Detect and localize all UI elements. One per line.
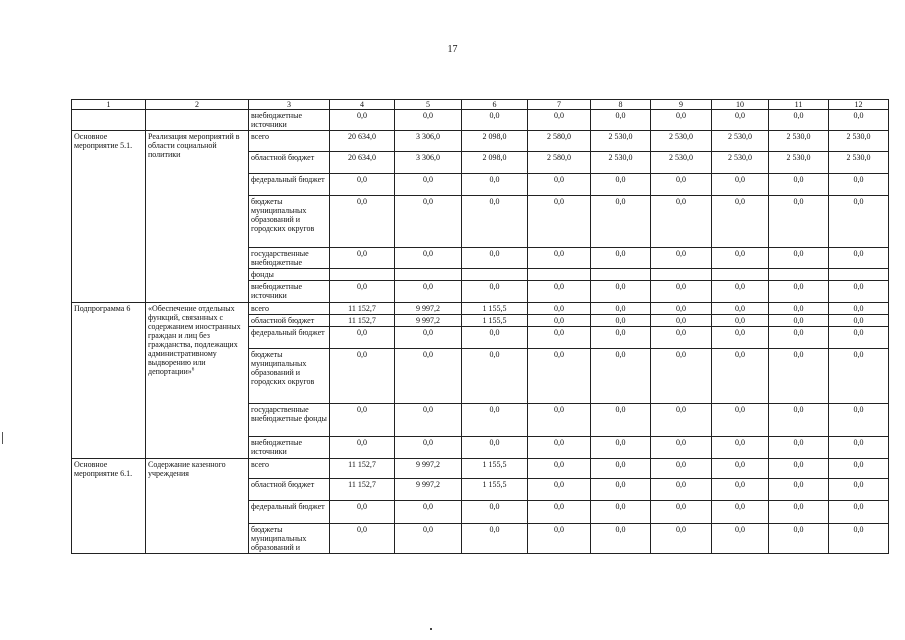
amount-cell: 2 530,0 bbox=[769, 152, 829, 174]
amount-cell: 0,0 bbox=[651, 174, 712, 196]
amount-cell: 0,0 bbox=[829, 174, 889, 196]
program-title: Реализация мероприятий в области социальной политики bbox=[148, 132, 240, 159]
amount-cell: 2 098,0 bbox=[462, 131, 528, 152]
funding-source-cell: бюджеты муниципальных образований и городских округов bbox=[249, 349, 330, 404]
table-row bbox=[72, 303, 889, 315]
amount-cell: 1 155,5 bbox=[462, 479, 528, 501]
program-name-cell: Основное мероприятие 5.1. bbox=[72, 131, 146, 303]
amount-cell: 0,0 bbox=[330, 110, 395, 131]
amount-cell bbox=[462, 269, 528, 281]
amount-cell: 9 997,2 bbox=[395, 303, 462, 315]
amount-cell: 0,0 bbox=[528, 404, 591, 437]
column-number: 6 bbox=[462, 100, 528, 110]
amount-cell: 0,0 bbox=[829, 479, 889, 501]
amount-cell: 9 997,2 bbox=[395, 315, 462, 327]
amount-cell: 0,0 bbox=[829, 404, 889, 437]
amount-cell bbox=[712, 269, 769, 281]
amount-cell: 0,0 bbox=[462, 524, 528, 554]
funding-source-cell: всего bbox=[249, 303, 330, 315]
amount-cell: 11 152,7 bbox=[330, 303, 395, 315]
amount-cell: 0,0 bbox=[591, 524, 651, 554]
amount-cell: 0,0 bbox=[528, 248, 591, 269]
amount-cell: 0,0 bbox=[769, 349, 829, 404]
column-number: 11 bbox=[769, 100, 829, 110]
amount-cell: 0,0 bbox=[330, 327, 395, 349]
amount-cell: 0,0 bbox=[769, 501, 829, 524]
amount-cell: 1 155,5 bbox=[462, 315, 528, 327]
amount-cell: 0,0 bbox=[330, 174, 395, 196]
column-number: 4 bbox=[330, 100, 395, 110]
amount-cell: 0,0 bbox=[712, 110, 769, 131]
amount-cell: 0,0 bbox=[591, 281, 651, 303]
amount-cell: 0,0 bbox=[395, 501, 462, 524]
amount-cell: 0,0 bbox=[829, 110, 889, 131]
amount-cell: 2 530,0 bbox=[829, 152, 889, 174]
amount-cell: 0,0 bbox=[829, 303, 889, 315]
amount-cell: 0,0 bbox=[591, 404, 651, 437]
amount-cell: 0,0 bbox=[591, 196, 651, 248]
amount-cell: 0,0 bbox=[395, 404, 462, 437]
funding-source-cell: областной бюджет bbox=[249, 152, 330, 174]
amount-cell: 2 530,0 bbox=[712, 131, 769, 152]
amount-cell: 0,0 bbox=[591, 349, 651, 404]
amount-cell: 0,0 bbox=[330, 196, 395, 248]
amount-cell: 0,0 bbox=[528, 349, 591, 404]
amount-cell: 0,0 bbox=[769, 315, 829, 327]
table-row bbox=[72, 110, 889, 131]
amount-cell: 0,0 bbox=[462, 196, 528, 248]
scan-dot bbox=[430, 628, 432, 630]
amount-cell: 0,0 bbox=[462, 404, 528, 437]
amount-cell: 0,0 bbox=[829, 315, 889, 327]
amount-cell: 0,0 bbox=[829, 349, 889, 404]
amount-cell: 0,0 bbox=[651, 404, 712, 437]
amount-cell: 0,0 bbox=[591, 501, 651, 524]
amount-cell: 0,0 bbox=[651, 281, 712, 303]
funding-source-cell: фонды bbox=[249, 269, 330, 281]
amount-cell: 0,0 bbox=[769, 303, 829, 315]
amount-cell: 3 306,0 bbox=[395, 131, 462, 152]
table-row bbox=[72, 459, 889, 479]
amount-cell: 0,0 bbox=[829, 281, 889, 303]
margin-mark bbox=[2, 432, 3, 444]
amount-cell bbox=[528, 269, 591, 281]
amount-cell: 0,0 bbox=[712, 349, 769, 404]
column-number: 10 bbox=[712, 100, 769, 110]
column-number: 12 bbox=[829, 100, 889, 110]
amount-cell: 0,0 bbox=[462, 110, 528, 131]
amount-cell: 0,0 bbox=[712, 174, 769, 196]
program-name-cell: Основное мероприятие 6.1. bbox=[72, 459, 146, 554]
amount-cell: 0,0 bbox=[528, 315, 591, 327]
amount-cell: 0,0 bbox=[528, 303, 591, 315]
amount-cell: 0,0 bbox=[462, 327, 528, 349]
amount-cell: 0,0 bbox=[712, 524, 769, 554]
amount-cell: 0,0 bbox=[651, 196, 712, 248]
column-number-row bbox=[72, 100, 889, 110]
amount-cell: 0,0 bbox=[395, 174, 462, 196]
amount-cell: 0,0 bbox=[591, 315, 651, 327]
amount-cell: 0,0 bbox=[769, 281, 829, 303]
table-row bbox=[72, 131, 889, 152]
amount-cell: 0,0 bbox=[330, 248, 395, 269]
amount-cell: 20 634,0 bbox=[330, 152, 395, 174]
program-title: Содержание казенного учреждения bbox=[148, 460, 226, 478]
amount-cell: 0,0 bbox=[591, 437, 651, 459]
amount-cell: 0,0 bbox=[395, 327, 462, 349]
amount-cell bbox=[651, 269, 712, 281]
amount-cell: 0,0 bbox=[330, 349, 395, 404]
amount-cell: 2 580,0 bbox=[528, 152, 591, 174]
funding-source-cell: бюджеты муниципальных образований и bbox=[249, 524, 330, 554]
amount-cell: 0,0 bbox=[829, 327, 889, 349]
amount-cell: 0,0 bbox=[528, 281, 591, 303]
amount-cell: 1 155,5 bbox=[462, 459, 528, 479]
funding-source-cell: федеральный бюджет bbox=[249, 501, 330, 524]
amount-cell: 0,0 bbox=[330, 281, 395, 303]
program-name-cell: Подпрограмма 6 bbox=[72, 303, 146, 459]
amount-cell: 11 152,7 bbox=[330, 479, 395, 501]
amount-cell bbox=[395, 269, 462, 281]
amount-cell: 0,0 bbox=[769, 437, 829, 459]
amount-cell bbox=[330, 269, 395, 281]
page-number: 17 bbox=[447, 44, 458, 55]
amount-cell: 0,0 bbox=[769, 174, 829, 196]
amount-cell: 0,0 bbox=[829, 248, 889, 269]
amount-cell: 0,0 bbox=[395, 281, 462, 303]
amount-cell: 11 152,7 bbox=[330, 459, 395, 479]
amount-cell: 9 997,2 bbox=[395, 459, 462, 479]
funding-source-cell: всего bbox=[249, 131, 330, 152]
amount-cell: 0,0 bbox=[712, 303, 769, 315]
amount-cell: 11 152,7 bbox=[330, 315, 395, 327]
amount-cell: 0,0 bbox=[712, 437, 769, 459]
program-title-cell bbox=[146, 131, 249, 303]
column-number: 9 bbox=[651, 100, 712, 110]
amount-cell: 0,0 bbox=[651, 437, 712, 459]
column-number: 1 bbox=[72, 100, 146, 110]
funding-source-cell: государственные внебюджетные bbox=[249, 248, 330, 269]
column-number: 7 bbox=[528, 100, 591, 110]
amount-cell: 0,0 bbox=[395, 437, 462, 459]
amount-cell: 2 530,0 bbox=[651, 152, 712, 174]
program-name-cell bbox=[72, 110, 146, 131]
amount-cell: 0,0 bbox=[769, 479, 829, 501]
amount-cell: 0,0 bbox=[712, 479, 769, 501]
amount-cell: 0,0 bbox=[591, 459, 651, 479]
amount-cell: 0,0 bbox=[769, 459, 829, 479]
amount-cell: 2 530,0 bbox=[829, 131, 889, 152]
amount-cell: 0,0 bbox=[651, 349, 712, 404]
amount-cell: 0,0 bbox=[591, 303, 651, 315]
amount-cell: 0,0 bbox=[769, 327, 829, 349]
amount-cell: 0,0 bbox=[829, 524, 889, 554]
amount-cell: 0,0 bbox=[528, 524, 591, 554]
funding-source-cell: внебюджетные источники bbox=[249, 437, 330, 459]
program-title: «Обеспечение отдельных функций, связанных с содержанием иностранных граждан и лиц без гражданства, подлежащих административному выдворению или депортации» bbox=[148, 304, 241, 376]
funding-source-cell: внебюджетные источники bbox=[249, 110, 330, 131]
amount-cell: 0,0 bbox=[651, 479, 712, 501]
amount-cell: 3 306,0 bbox=[395, 152, 462, 174]
amount-cell: 2 580,0 bbox=[528, 131, 591, 152]
amount-cell: 0,0 bbox=[330, 501, 395, 524]
amount-cell bbox=[769, 269, 829, 281]
amount-cell: 2 530,0 bbox=[591, 131, 651, 152]
amount-cell: 2 530,0 bbox=[591, 152, 651, 174]
amount-cell: 1 155,5 bbox=[462, 303, 528, 315]
amount-cell: 0,0 bbox=[651, 459, 712, 479]
amount-cell: 0,0 bbox=[651, 110, 712, 131]
budget-table bbox=[71, 99, 889, 554]
amount-cell: 0,0 bbox=[591, 479, 651, 501]
amount-cell: 0,0 bbox=[712, 248, 769, 269]
amount-cell: 0,0 bbox=[462, 437, 528, 459]
amount-cell: 0,0 bbox=[462, 174, 528, 196]
amount-cell bbox=[829, 269, 889, 281]
program-title-cell bbox=[146, 303, 249, 459]
funding-source-cell: федеральный бюджет bbox=[249, 174, 330, 196]
amount-cell: 0,0 bbox=[330, 524, 395, 554]
amount-cell: 0,0 bbox=[712, 501, 769, 524]
amount-cell: 0,0 bbox=[395, 110, 462, 131]
amount-cell: 0,0 bbox=[712, 315, 769, 327]
amount-cell: 0,0 bbox=[528, 196, 591, 248]
amount-cell: 0,0 bbox=[395, 524, 462, 554]
amount-cell: 0,0 bbox=[651, 524, 712, 554]
amount-cell: 2 098,0 bbox=[462, 152, 528, 174]
amount-cell: 0,0 bbox=[712, 327, 769, 349]
amount-cell: 0,0 bbox=[651, 315, 712, 327]
amount-cell: 0,0 bbox=[528, 174, 591, 196]
amount-cell: 0,0 bbox=[712, 404, 769, 437]
amount-cell: 2 530,0 bbox=[651, 131, 712, 152]
amount-cell: 0,0 bbox=[651, 501, 712, 524]
amount-cell: 2 530,0 bbox=[712, 152, 769, 174]
funding-source-cell: всего bbox=[249, 459, 330, 479]
amount-cell: 0,0 bbox=[395, 248, 462, 269]
amount-cell: 0,0 bbox=[712, 281, 769, 303]
funding-source-cell: внебюджетные источники bbox=[249, 281, 330, 303]
amount-cell: 0,0 bbox=[528, 327, 591, 349]
amount-cell: 0,0 bbox=[395, 196, 462, 248]
amount-cell: 0,0 bbox=[395, 349, 462, 404]
amount-cell: 0,0 bbox=[330, 404, 395, 437]
amount-cell: 0,0 bbox=[829, 437, 889, 459]
amount-cell: 0,0 bbox=[712, 459, 769, 479]
amount-cell: 20 634,0 bbox=[330, 131, 395, 152]
amount-cell: 0,0 bbox=[651, 303, 712, 315]
funding-source-cell: федеральный бюджет bbox=[249, 327, 330, 349]
amount-cell: 0,0 bbox=[769, 196, 829, 248]
amount-cell: 0,0 bbox=[462, 349, 528, 404]
amount-cell: 0,0 bbox=[591, 327, 651, 349]
amount-cell: 0,0 bbox=[462, 501, 528, 524]
amount-cell: 2 530,0 bbox=[769, 131, 829, 152]
amount-cell bbox=[591, 269, 651, 281]
amount-cell: 0,0 bbox=[462, 248, 528, 269]
funding-source-cell: государственные внебюджетные фонды bbox=[249, 404, 330, 437]
amount-cell: 0,0 bbox=[591, 174, 651, 196]
amount-cell: 0,0 bbox=[591, 110, 651, 131]
footnote-marker: 6 bbox=[191, 367, 195, 373]
amount-cell: 0,0 bbox=[591, 248, 651, 269]
table-body bbox=[72, 100, 889, 554]
amount-cell: 0,0 bbox=[651, 327, 712, 349]
amount-cell: 0,0 bbox=[528, 437, 591, 459]
funding-source-cell: областной бюджет bbox=[249, 315, 330, 327]
amount-cell: 0,0 bbox=[712, 196, 769, 248]
amount-cell: 0,0 bbox=[769, 404, 829, 437]
program-title-cell bbox=[146, 459, 249, 554]
amount-cell: 0,0 bbox=[829, 196, 889, 248]
amount-cell: 0,0 bbox=[829, 501, 889, 524]
amount-cell: 0,0 bbox=[330, 437, 395, 459]
amount-cell: 0,0 bbox=[528, 459, 591, 479]
amount-cell: 0,0 bbox=[769, 524, 829, 554]
amount-cell: 9 997,2 bbox=[395, 479, 462, 501]
column-number: 8 bbox=[591, 100, 651, 110]
amount-cell: 0,0 bbox=[462, 281, 528, 303]
amount-cell: 0,0 bbox=[528, 479, 591, 501]
amount-cell: 0,0 bbox=[528, 110, 591, 131]
amount-cell: 0,0 bbox=[769, 248, 829, 269]
program-title-cell bbox=[146, 110, 249, 131]
amount-cell: 0,0 bbox=[769, 110, 829, 131]
column-number: 3 bbox=[249, 100, 330, 110]
amount-cell: 0,0 bbox=[528, 501, 591, 524]
funding-source-cell: бюджеты муниципальных образований и городских округов bbox=[249, 196, 330, 248]
amount-cell: 0,0 bbox=[829, 459, 889, 479]
column-number: 5 bbox=[395, 100, 462, 110]
amount-cell: 0,0 bbox=[651, 248, 712, 269]
column-number: 2 bbox=[146, 100, 249, 110]
funding-source-cell: областной бюджет bbox=[249, 479, 330, 501]
